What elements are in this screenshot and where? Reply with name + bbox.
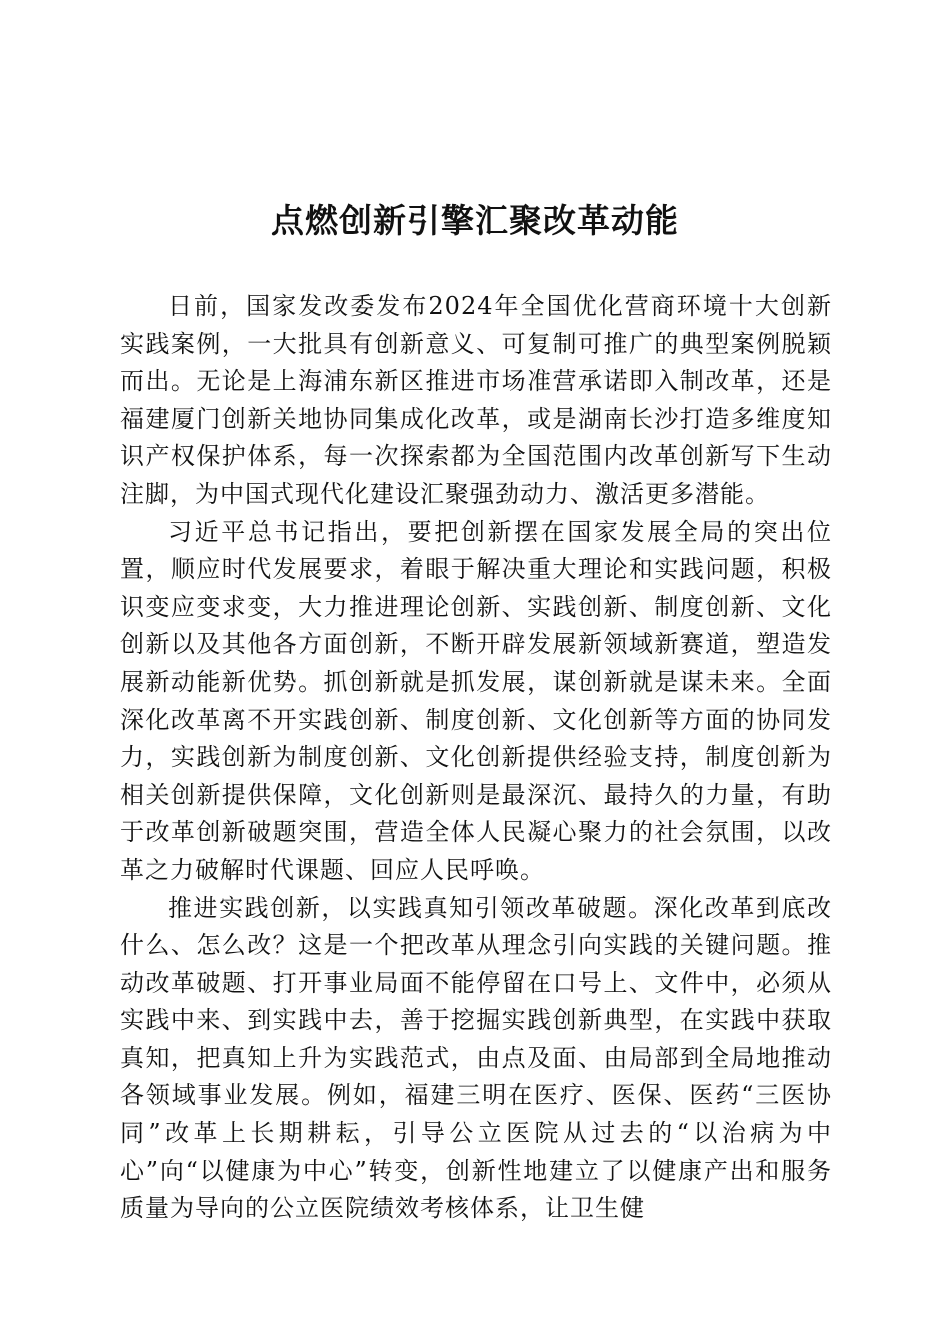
paragraph: 日前，国家发改委发布2024年全国优化营商环境十大创新实践案例，一大批具有创新意义、可复制可推广的典型案例脱颖而出。无论是上海浦东新区推进市场准营承诺即入制改革，还是福建厦门创新关地协同集成化改革，或是湖南长沙打造多维度知识产权保护体系，每一次探索都为全国范围内改革创新写下生动注脚，为中国式现代化建设汇聚强劲动力、激活更多潜能。 — [120, 292, 832, 508]
document-body — [120, 288, 832, 1228]
paragraph: 推进实践创新，以实践真知引领改革破题。深化改革到底改什么、怎么改？这是一个把改革从理念引向实践的关键问题。推动改革破题、打开事业局面不能停留在口号上、文件中，必须从实践中来、到实践中去，善于挖掘实践创新典型，在实践中获取真知，把真知上升为实践范式，由点及面、由局部到全局地推动各领域事业发展。例如，福建三明在医疗、医保、医药“三医协同”改革上长期耕耘，引导公立医院从过去的“以治病为中心”向“以健康为中心”转变，创新性地建立了以健康产出和服务质量为导向的公立医院绩效考核体系，让卫生健 — [120, 893, 832, 1223]
document-title: 点燃创新引擎汇聚改革动能 — [271, 201, 679, 240]
paragraph: 习近平总书记指出，要把创新摆在国家发展全局的突出位置，顺应时代发展要求，着眼于解决重大理论和实践问题，积极识变应变求变，大力推进理论创新、实践创新、制度创新、文化创新以及其他各方面创新，不断开辟发展新领域新赛道，塑造发展新动能新优势。抓创新就是抓发展，谋创新就是谋未来。全面深化改革离不开实践创新、制度创新、文化创新等方面的协同发力，实践创新为制度创新、文化创新提供经验支持，制度创新为相关创新提供保障，文化创新则是最深沉、最持久的力量，有助于改革创新破题突围，营造全体人民凝心聚力的社会氛围，以改革之力破解时代课题、回应人民呼唤。 — [120, 517, 832, 884]
